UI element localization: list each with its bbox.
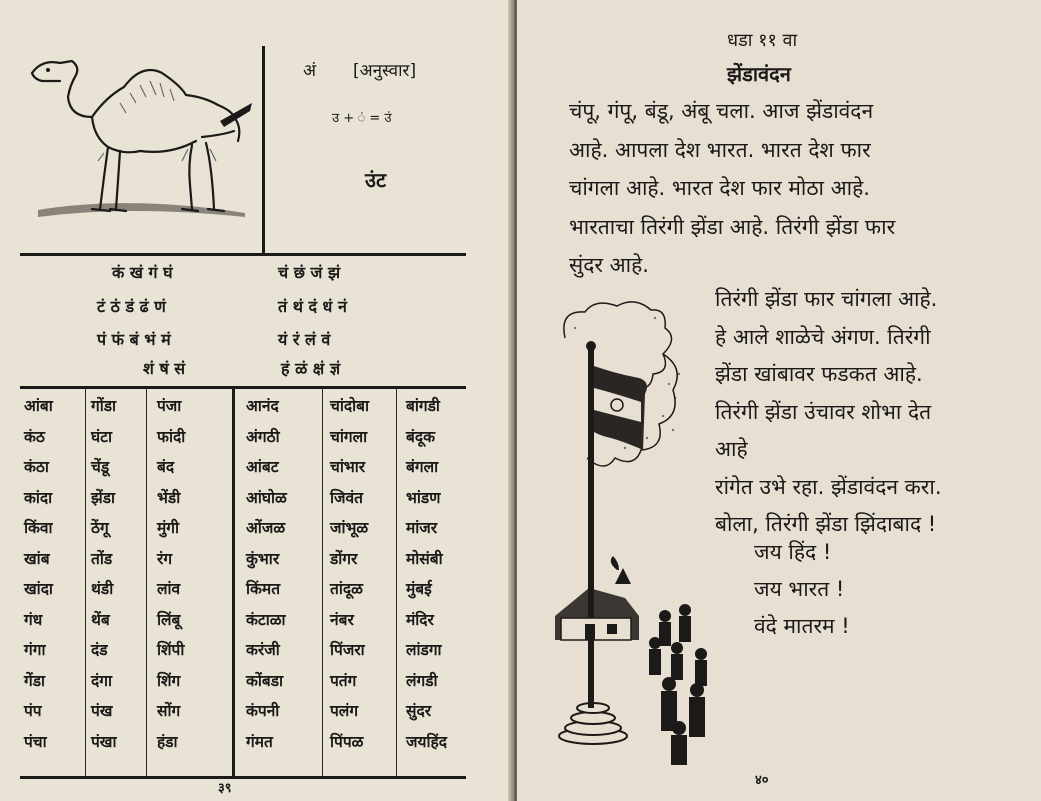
word-cell: चांभार <box>330 458 366 476</box>
word-cell: बंदूक <box>406 427 435 446</box>
word-cell: गंमत <box>246 732 273 751</box>
word-cell: थंडी <box>91 580 114 598</box>
consonant-row-right: तं थं दं धं नं <box>278 297 347 316</box>
paragraph-line: आहे. आपला देश भारत. भारत देश फार <box>569 137 871 162</box>
word-cell: पिंपळ <box>330 732 364 751</box>
word-cell: पिंजरा <box>330 641 365 659</box>
paragraph-line: झेंडा खांबावर फडकत आहे. <box>715 362 923 386</box>
word-cell: ठेंगू <box>91 519 109 537</box>
consonant-row-right: चं छं जं झं <box>278 263 341 282</box>
word-cell: भांडण <box>406 488 441 507</box>
word-cell: शिंग <box>157 671 181 690</box>
word-cell: गंध <box>24 610 43 629</box>
word-cell: पलंग <box>330 702 359 720</box>
consonant-row-left: पं फं बं भं मं <box>97 330 171 349</box>
word-cell: कोंबडा <box>246 671 284 690</box>
word-cell: लिंबू <box>157 610 181 629</box>
word-cell: लंगडी <box>406 671 438 690</box>
word-cell: करंजी <box>246 641 280 659</box>
word-cell: किंवा <box>24 519 53 537</box>
word-cell: डोंगर <box>330 549 358 568</box>
page-number: ४० <box>755 773 769 788</box>
table-bottom-rule <box>20 776 466 779</box>
word-cell: आंघोळ <box>246 488 287 507</box>
word-cell: गेंडा <box>24 671 46 690</box>
word-cell: पंखा <box>91 732 117 751</box>
word-cell: गंगा <box>24 641 46 659</box>
word-cell: तांदूळ <box>330 580 363 598</box>
table-top-rule <box>20 386 466 389</box>
paragraph-line: चांगला आहे. भारत देश फार मोठा आहे. <box>569 176 870 200</box>
word-cell: कुंभार <box>246 549 280 568</box>
word-cell: नंबर <box>330 610 354 629</box>
word-cell: चेंडू <box>91 458 110 476</box>
word-cell: तोंड <box>91 549 113 568</box>
table-column-line <box>85 388 86 776</box>
word-cell: कंठा <box>24 458 49 476</box>
word-cell: दंगा <box>91 671 112 690</box>
paragraph-line: भारताचा तिरंगी झेंडा आहे. तिरंगी झेंडा फार <box>569 214 896 239</box>
word-cell: पंजा <box>157 397 182 415</box>
consonant-row-left: टं ठं डं ढं णं <box>97 297 166 316</box>
lesson-title: झेंडावंदन <box>727 62 791 86</box>
word-cell: मांजर <box>406 519 438 537</box>
word-cell: दंड <box>91 641 108 659</box>
table-column-line <box>396 388 397 776</box>
table-column-line <box>146 388 147 776</box>
word-cell: जयहिंद <box>406 732 447 751</box>
word-cell: किंमत <box>246 580 281 598</box>
paragraph-line: हे आले शाळेचे अंगण. तिरंगी <box>715 324 931 349</box>
anusvar-formula: उ + ं = उं <box>332 111 392 126</box>
word-cell: बंद <box>157 458 175 476</box>
word-cell: चांदोबा <box>330 397 369 415</box>
word-cell: कंटाळा <box>246 610 286 629</box>
slogan-line: जय भारत ! <box>754 577 845 601</box>
word-cell: झेंडा <box>91 488 116 507</box>
word-cell: गोंडा <box>91 397 117 415</box>
word-cell: लांडगा <box>406 641 442 659</box>
paragraph-line: आहे <box>715 437 748 461</box>
word-cell: लांव <box>157 580 181 598</box>
right-page <box>517 0 1041 801</box>
word-cell: बंगला <box>406 458 439 476</box>
word-cell: अंगठी <box>246 427 280 446</box>
word-cell: मोसंबी <box>406 549 443 568</box>
left-page <box>0 0 512 801</box>
word-cell: पंप <box>24 702 42 720</box>
word-cell: जांभूळ <box>330 519 369 537</box>
word-cell: ओंजळ <box>246 519 286 537</box>
table-column-line <box>322 388 323 776</box>
word-cell: कंठ <box>24 427 45 446</box>
paragraph-line: तिरंगी झेंडा उंचावर शोभा देत <box>715 399 932 424</box>
paragraph-line: बोला, तिरंगी झेंडा झिंदाबाद ! <box>715 512 937 536</box>
paragraph-line: चंपू, गंपू, बंडू, अंबू चला. आज झेंडावंदन <box>569 99 874 123</box>
word-cell: आंबा <box>24 397 53 415</box>
paragraph-line: रांगेत उभे रहा. झेंडावंदन करा. <box>715 474 942 499</box>
slogan-line: वंदे मातरम ! <box>754 614 850 638</box>
word-cell: चांगला <box>330 427 368 446</box>
word-cell: सोंग <box>157 702 181 720</box>
anusvar-symbol: अं <box>303 61 316 81</box>
word-cell: बांगडी <box>406 397 440 415</box>
page-number: ३९ <box>218 781 232 796</box>
top-vertical-divider <box>262 46 265 254</box>
camel-illustration <box>20 45 255 230</box>
word-cell: शिंपी <box>157 641 185 659</box>
paragraph-line: सुंदर आहे. <box>569 253 649 277</box>
word-cell: हंडा <box>157 732 178 751</box>
word-cell: थेंब <box>91 610 110 629</box>
word-cell: खांदा <box>24 580 53 598</box>
word-cell: आंबट <box>246 458 279 476</box>
consonant-row-left: शं षं सं <box>143 359 186 378</box>
word-cell: कांदा <box>24 488 53 507</box>
word-cell: सुंदर <box>406 702 432 720</box>
consonant-row-right: यं रं लं वं <box>278 330 331 349</box>
word-cell: फांदी <box>157 427 186 446</box>
slogan-line: जय हिंद ! <box>754 540 832 564</box>
word-cell: आनंद <box>246 397 279 415</box>
top-horizontal-rule <box>20 253 466 256</box>
word-cell: पंचा <box>24 732 47 751</box>
word-cell: भेंडी <box>157 488 181 507</box>
example-word: उंट <box>365 168 387 192</box>
word-cell: मुंगी <box>157 519 180 537</box>
word-cell: पंख <box>91 702 113 720</box>
flag-hoisting-illustration <box>555 298 725 768</box>
word-cell: जिवंत <box>330 488 363 507</box>
word-cell: रंग <box>157 549 173 568</box>
anusvar-name: [अनुस्वार] <box>353 61 417 81</box>
word-cell: पतंग <box>330 671 357 690</box>
paragraph-line: तिरंगी झेंडा फार चांगला आहे. <box>715 287 938 311</box>
word-cell: घंटा <box>91 427 112 446</box>
word-cell: खांब <box>24 549 50 568</box>
lesson-number: धडा ११ वा <box>727 30 798 51</box>
word-cell: कंपनी <box>246 702 280 720</box>
table-center-divider <box>232 388 235 776</box>
word-cell: मुंबई <box>406 580 432 598</box>
word-cell: मंदिर <box>406 610 434 629</box>
consonant-row-right: हं ळं क्षं ज्ञं <box>281 359 341 378</box>
consonant-row-left: कं खं गं घं <box>112 263 173 282</box>
